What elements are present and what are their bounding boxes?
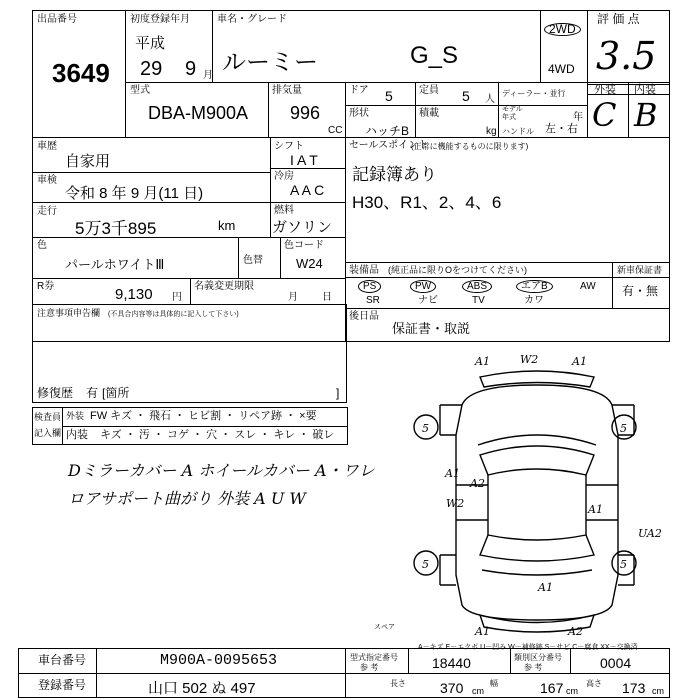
handle-side: 左・右 [545,123,578,135]
inspector-exterior-items: FW キズ ・ 飛石 ・ ヒビ割 ・ リペア跡 ・ ×要 [90,410,317,422]
grade: G_S [410,42,459,69]
drive-2wd: 2WD [544,22,581,36]
chassis-label: 車台番号 [38,653,87,667]
dealer-label: ディーラー・並行 [502,89,566,98]
cc-unit: CC [328,125,343,136]
mileage: 5万3千895 [75,219,157,238]
mark-front-right: A1 [572,355,587,368]
class-label: 類別区分番号 [514,653,562,662]
aircon: A A C [290,182,325,198]
width-unit: cm [566,686,578,696]
repair-label: 修復歴 [37,386,74,400]
notes-hint: (不具合内容等は具体的に記入して下さい) [108,311,239,318]
notes-frame [32,304,347,403]
mark-right-rear-ua2: UA2 [638,527,662,540]
height-label: 高さ [586,679,602,688]
mark-front-center: W2 [520,353,539,366]
car-name-label: 車名・グレード [217,14,287,25]
notes-label: 注意事項申告欄 [37,308,101,318]
month-unit: 月 [203,70,213,81]
damage-legend: A－キズ E－エクボ U－凹み W－補修跡 S－サビ C－腐食 XX－交換済 [418,644,638,651]
car-damage-diagram [400,345,675,645]
first-registration-label: 初度登録年月 [130,14,190,25]
equip-sr: SR [366,295,380,306]
equip-navi: ナビ [418,295,438,306]
sales-points-hint: (正常に機能するものに限ります) [411,142,529,151]
era: 平成 [135,35,166,52]
equip-airbag: エアB [516,280,553,293]
class-ref-label: 参 考 [524,663,543,672]
equipment-label: 装備品 [349,265,379,276]
mark-rear-left-a1: A1 [475,625,490,638]
exterior-grade: C [592,96,617,134]
drive-4wd: 4WD [548,62,575,76]
color-code-label: 色コード [284,240,324,251]
lot-number: 3649 [52,58,110,88]
mark-left-door-w2: W2 [446,497,465,510]
type-cert-label: 型式指定番号 [350,653,398,662]
registration-label: 登録番号 [38,678,87,692]
length: 370 [440,680,464,696]
sales-point-2: H30、R1、2、4、6 [352,193,502,212]
postscript-label: 後日品 [349,311,379,322]
repair-close-bracket: ] [336,386,340,400]
inspector-label-2: 記入欄 [34,428,62,438]
type-cert-ref-label: 参 考 [360,663,379,672]
color: パールホワイトⅢ [65,257,165,272]
tyre-rear-left: 5 [422,558,429,571]
displacement: 996 [290,103,321,123]
aircon-label: 冷房 [274,171,294,182]
equipment-hint: (純正品に限りOをつけてください) [388,265,527,275]
mileage-label: 走行 [37,206,57,217]
type-cert-number: 18440 [432,655,471,671]
inspector-label-1: 検査員 [34,412,62,422]
lot-label: 出品番号 [37,14,77,25]
color-code: W24 [296,256,323,271]
exterior-label: 外装 [594,84,616,96]
name-change-label: 名義変更期限 [194,281,254,292]
mark-left-door-a1: A1 [445,467,460,480]
sales-point-1: 記録簿あり [352,165,437,184]
first-registration-month: 9 [185,58,197,80]
inspection-label: 車検 [37,175,57,186]
model-year-label: モデル 年式 [502,106,523,121]
warranty-label: 新車保証書 [617,265,663,275]
tyre-rear-right: 5 [620,558,627,571]
equip-tv: TV [472,295,485,306]
kg-unit: kg [486,126,497,137]
equip-abs: ABS [462,280,492,293]
tyre-front-right: 5 [620,422,627,435]
inspector-interior-items: キズ ・ 汚 ・ コゲ ・ 穴 ・ スレ ・ キレ ・ 破レ [100,429,335,441]
repair-place-label: [箇所 [102,386,130,400]
equip-pw: PW [410,280,436,293]
name-change-day-unit: 日 [322,292,332,303]
width-label: 幅 [490,679,498,688]
tyre-front-left: 5 [422,422,429,435]
name-change-month-unit: 月 [288,292,298,303]
fuel: ガソリン [272,219,333,236]
inspector-exterior-label: 外装 [66,411,85,421]
history-label: 車歴 [37,141,57,152]
shape-label: 形状 [349,108,369,119]
persons-unit: 人 [485,94,495,105]
capacity: 5 [462,88,470,104]
score-label: 評 価 点 [597,12,640,26]
car-name: ルーミー [222,49,318,76]
yen-unit: 円 [172,292,182,303]
first-registration-year: 29 [140,58,163,80]
class-number: 0004 [600,655,632,671]
capacity-label: 定員 [419,85,439,96]
doors-label: ドア [349,85,369,96]
height-unit: cm [652,686,664,696]
doors: 5 [385,88,393,104]
height: 173 [622,680,646,696]
shift: I A T [290,152,318,168]
handwritten-line-2: ロアサポート曲がり 外装 A U W [68,489,306,508]
sales-points-label: セールスポイント [349,140,429,151]
recycle-label: R券 [37,281,55,292]
mark-front-left: A1 [475,355,490,368]
shift-label: シフト [274,141,304,152]
load-label: 積載 [419,108,439,119]
postscript-value: 保証書・取説 [392,321,471,336]
km-unit: km [218,218,236,233]
equip-aw: AW [580,281,596,292]
history: 自家用 [65,153,111,170]
model-label: 型式 [130,85,150,96]
handwritten-line-1: Dミラーカバー A ホイールカバー A・ワレ [68,461,375,480]
inspection-date: 令和 8 年 9 月(11 日) [65,185,204,202]
warranty-value: 有・無 [622,284,659,298]
overall-score: 3.5 [596,34,657,78]
mark-right-door-a1: A1 [588,503,603,516]
equip-leather: カワ [524,295,544,306]
color-change-label: 色替 [243,255,263,266]
interior-label: 内装 [634,84,656,96]
mark-rear-right-a2: A2 [568,625,583,638]
displacement-label: 排気量 [272,85,302,96]
length-label: 長さ [390,679,406,688]
body-shape: ハッチB [365,124,410,138]
handle-label: ハンドル [502,127,534,136]
spare-tyre-label: スペア [374,624,395,631]
year-unit: 年 [573,112,583,123]
fuel-label: 燃料 [274,205,294,216]
recycle-fee: 9,130 [115,286,153,303]
model-code: DBA-M900A [148,103,249,123]
repair-value: 有 [86,386,99,400]
registration-number: 山口 502 ぬ 497 [148,680,256,697]
mark-rear-quarter-a1: A1 [538,581,553,594]
length-unit: cm [472,686,484,696]
mark-left-door-a2: A2 [470,477,485,490]
inspector-interior-label: 内装 [66,429,88,441]
width: 167 [540,680,564,696]
equip-ps: PS [358,280,381,293]
interior-grade: B [634,96,658,134]
color-label: 色 [37,240,47,251]
chassis-number: M900A-0095653 [160,652,278,669]
